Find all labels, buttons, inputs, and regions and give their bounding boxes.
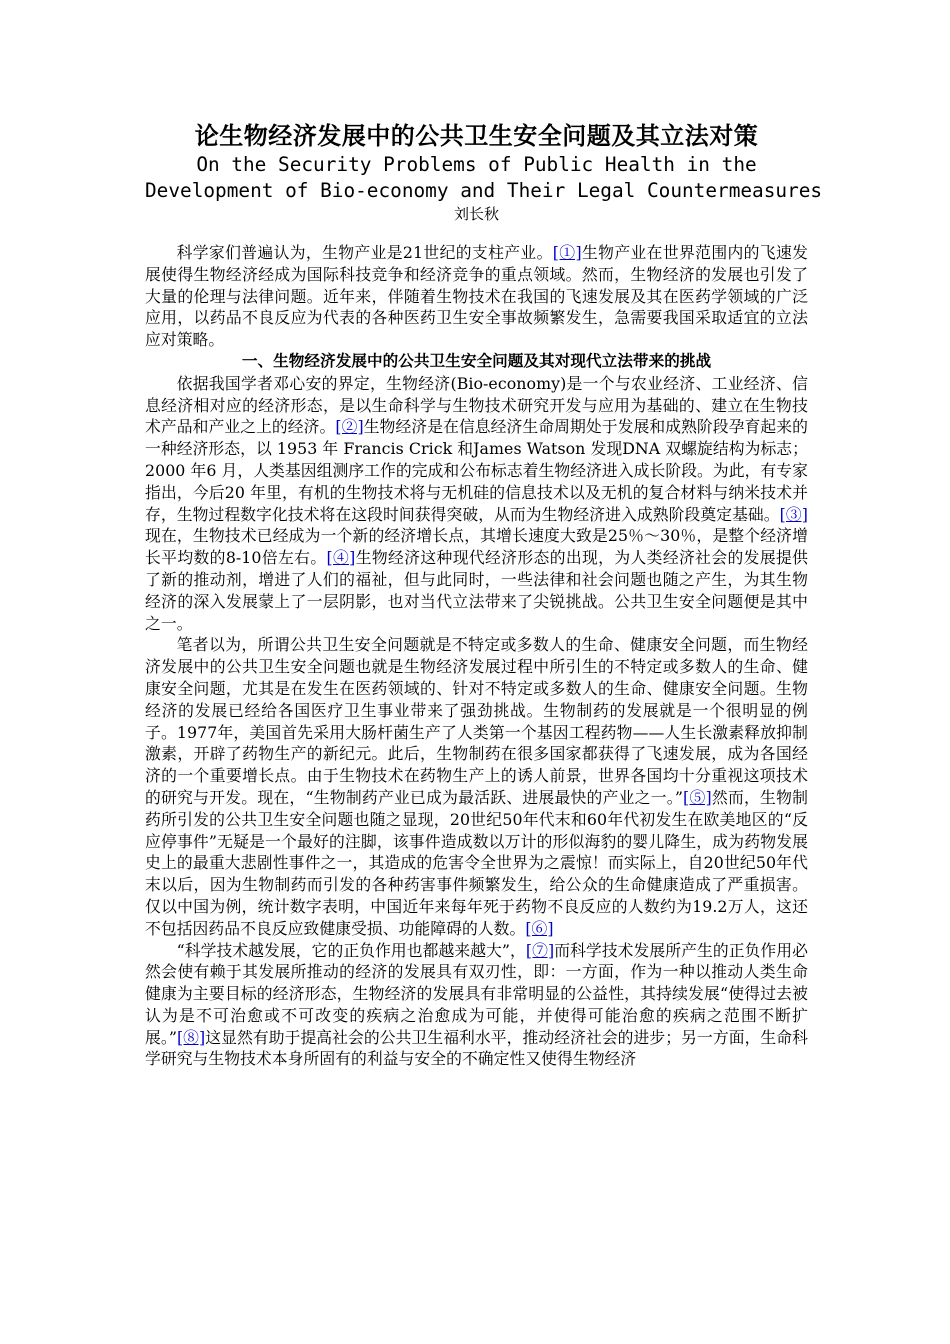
paragraph-text: 笔者以为，所谓公共卫生安全问题就是不特定或多数人的生命、健康安全问题，而生物经济发展中的公共卫生安全问题也就是生物经济发展过程中所引生的不特定或多数人的生命、健康安全问题，尤其是在发生在医药领域的、针对不特定或多数人的生命、健康安全问题。生物经济的发展已经给各国医疗卫生事业带来了强劲挑战。生物制药的发展就是一个很明显的例子。1977年，美国首先采用大肠杆菌生产了人类第一个基因工程药物——人生长激素释放抑制激素，开辟了药物生产的新纪元。此后，生物制药在很多国家都获得了飞速发展，成为各国经济的一个重要增长点。由于生物技术在药物生产上的诱人前景，世界各国均十分重视这项技术的研究与开发。现在，“生物制药产业已成为最活跃、进展最快的产业之一。” [145, 635, 808, 807]
paragraph-text: 而科学技术发展所产生的正负作用必然会使有赖于其发展所推动的经济的发展具有双刃性，即：一方面，作为一种以推动人类生命健康为主要目标的经济形态，生物经济的发展具有非常明显的公益性，其持续发展“使得过去被认为是不可治愈或不可改变的疾病之治愈成为可能，并使得可能治愈的疾病之范围不断扩展。” [145, 940, 808, 1047]
paragraph-text: 然而，生物制药所引发的公共卫生安全问题也随之显现，20世纪50年代末和60年代初发生在欧美地区的“反应停事件”无疑是一个最好的注脚，该事件造成数以万计的形似海豹的婴儿降生，成为药物发展史上的最重大悲剧性事件之一，其造成的危害令全世界为之震惊！而实际上，自20世纪50年代末以后，因为生物制药而引发的各种药害事件频繁发生，给公众的生命健康造成了严重损害。仅以中国为例，统计数字表明，中国近年来每年死于药物不良反应的人数约为19.2万人，这还不包括因药品不良反应致健康受损、功能障碍的人数。 [145, 787, 808, 938]
paragraph [145, 940, 808, 1071]
intro-section [145, 242, 808, 351]
paragraph [145, 242, 808, 351]
author-name: 刘长秋 [453, 205, 499, 223]
paragraph-text: 科学家们普遍认为，生物产业是21世纪的支柱产业。 [176, 243, 553, 262]
paragraph-text: 生物经济是在信息经济生命周期处于发展和成熟阶段孕育起来的一种经济形态，以 1953 年 Francis Crick 和James Watson 发现DNA 双螺旋结构为标志；2000 年6 月，人类基因组测序工作的完成和公布标志着生物经济进入成长阶段。为此，有专家指出，今后20 年里，有机的生物技术将与无机硅的信息技术以及无机的复合材料与纳米技术并存，生物过程数字化技术将在这段时间获得突破，从而为生物经济进入成熟阶段奠定基础。 [145, 417, 808, 524]
section-heading: 一、生物经济发展中的公共卫生安全问题及其对现代立法带来的挑战 [241, 351, 712, 370]
footnote-link[interactable]: [⑧] [176, 1027, 206, 1047]
footnote-link[interactable]: [⑥] [525, 918, 554, 938]
paragraph-text: “科学技术越发展，它的正负作用也都越来越大”， [176, 940, 526, 960]
section-one-body [145, 373, 808, 1071]
footnote-link[interactable]: [⑤] [683, 787, 712, 807]
paragraph [145, 634, 808, 939]
footnote-link[interactable]: [②] [335, 417, 364, 437]
title-english-line-1: On the Security Problems of Public Health in the [196, 153, 757, 176]
paragraph-text: 生物产业在世界范围内的飞速发展使得生物经济经成为国际科技竞争和经济竞争的重点领域。然而，生物经济的发展也引发了大量的伦理与法律问题。近年来，伴随着生物技术在我国的飞速发展及其在医药学领域的广泛应用，以药品不良反应为代表的各种医药卫生安全事故频繁发生，急需要我国采取适宜的立法应对策略。 [145, 243, 809, 350]
paragraph-text: 依据我国学者邓心安的界定，生物经济(Bio-economy)是一个与农业经济、工业经济、信息经济相对应的经济形态，是以生命科学与生物技术研究开发与应用为基础的、建立在生物技术产品和产业之上的经济。 [145, 373, 808, 437]
article-body [145, 242, 808, 1070]
footnote-link[interactable]: [③] [779, 504, 808, 524]
paragraph-text: 这显然有助于提高社会的公共卫生福利水平，推动经济社会的进步；另一方面，生命科学研究与生物技术本身所固有的利益与安全的不确定性又使得生物经济 [145, 1027, 808, 1069]
footnote-link[interactable]: [④] [326, 548, 356, 568]
footnote-link[interactable]: [⑦] [525, 940, 555, 960]
document-page [145, 120, 823, 1070]
paragraph-text: 生物经济这种现代经济形态的出现，为人类经济社会的发展提供了新的推动剂，增进了人们的福祉，但与此同时，一些法律和社会问题也随之产生，为其生物经济的深入发展蒙上了一层阴影，也对当代立法带来了尖锐挑战。公共卫生安全问题便是其中之一。 [145, 548, 809, 633]
paragraph [145, 373, 808, 635]
title-chinese: 论生物经济发展中的公共卫生安全问题及其立法对策 [194, 122, 759, 150]
footnote-link[interactable]: [①] [552, 243, 582, 262]
title-english-line-2: Development of Bio-economy and Their Legal Countermeasures [145, 179, 823, 202]
paragraph-text: 现在，生物技术已经成为一个新的经济增长点，其增长速度大致是25％～30％，是整个经济增长平均数的8-10倍左右。 [145, 526, 808, 568]
